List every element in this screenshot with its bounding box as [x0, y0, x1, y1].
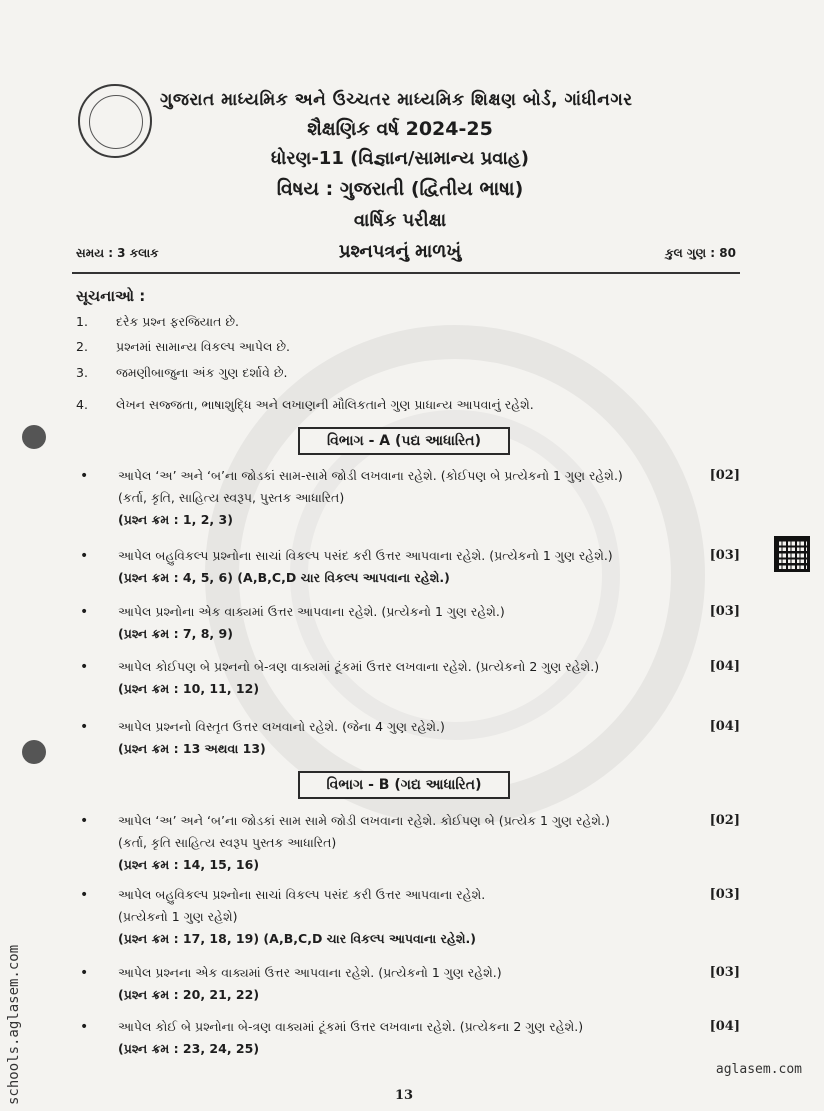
section-a-heading: વિભાગ - A (પદ્ય આધારિત)	[298, 427, 510, 455]
exam-duration: સમય : 3 કલાક	[76, 246, 159, 260]
instruction-item: 3. જમણીબાજુના અંક ગુણ દર્શાવે છે.	[76, 365, 288, 380]
question-marks: [03]	[709, 604, 740, 619]
header-divider	[72, 272, 740, 274]
punch-hole	[22, 425, 46, 449]
question-marks: [03]	[709, 965, 740, 980]
bullet-icon: •	[80, 719, 89, 735]
question-marks: [03]	[709, 548, 740, 563]
instruction-item: 4. લેખન સજ્જતા, ભાષાશુદ્ધિ અને લખાણની મૌલિકતાને ગુણ પ્રાધાન્ય આપવાનું રહેશે.	[76, 397, 534, 412]
question-row: • આપેલ કોઈપણ બે પ્રશ્નનો બે-ત્રણ વાક્યમાં ટૂંકમાં ઉત્તર લખવાના રહેશે. (પ્રત્યેકનો 2 ગુણ રહેશે.) (પ્રશ્ન ક્રમ : 10, 11, 12) [04]	[80, 656, 740, 700]
question-row: • આપેલ કોઈ બે પ્રશ્નોના બે-ત્રણ વાક્યમાં ટૂંકમાં ઉત્તર લખવાના રહેશે. (પ્રત્યેકના 2 ગુણ રહેશે.) (પ્રશ્ન ક્રમ : 23, 24, 25) [04]	[80, 1016, 740, 1060]
bullet-icon: •	[80, 548, 89, 564]
bullet-icon: •	[80, 1019, 89, 1035]
bullet-icon: •	[80, 965, 89, 981]
page-number: 13	[395, 1088, 414, 1103]
blueprint-title: પ્રશ્નપત્રનું માળખું	[338, 241, 462, 262]
board-logo-seal	[78, 84, 152, 158]
corner-watermark-text: aglasem.com	[715, 1062, 802, 1077]
bullet-icon: •	[80, 659, 89, 675]
bullet-icon: •	[80, 887, 89, 903]
total-marks: કુલ ગુણ : 80	[665, 246, 736, 260]
question-marks: [02]	[709, 468, 740, 483]
question-row: • આપેલ બહુવિકલ્પ પ્રશ્નોના સાચાં વિકલ્પ પસંદ કરી ઉત્તર આપવાના રહેશે. (પ્રત્યેકનો 1 ગુણ રહેશે) (પ્રશ્ન ક્રમ : 17, 18, 19) (A,B,C,D ચાર વિકલ્પ આપવાના રહેશે.) [03]	[80, 884, 740, 950]
exam-type: વાર્ષિક પરીક્ષા	[353, 210, 447, 231]
section-b-heading: વિભાગ - B (ગદ્ય આધારિત)	[298, 771, 510, 799]
question-marks: [03]	[709, 887, 740, 902]
subject-title: વિષય : ગુજરાતી (દ્વિતીય ભાષા)	[276, 178, 524, 200]
question-row: • આપેલ ‘અ’ અને ‘બ’ના જોડકાં સામ-સામે જોડી લખવાના રહેશે. (કોઈપણ બે પ્રત્યેકનો 1 ગુણ રહેશે.) (કર્તા, કૃતિ, સાહિત્ય સ્વરૂપ, પુસ્તક આધારિત) (પ્રશ્ન ક્રમ : 1, 2, 3) [02]	[80, 465, 740, 531]
bullet-icon: •	[80, 468, 89, 484]
qr-code-icon	[774, 536, 810, 572]
question-row: • આપેલ બહુવિકલ્પ પ્રશ્નોના સાચાં વિકલ્પ પસંદ કરી ઉત્તર આપવાના રહેશે. (પ્રત્યેકનો 1 ગુણ રહેશે.) (પ્રશ્ન ક્રમ : 4, 5, 6) (A,B,C,D ચાર વિકલ્પ આપવાના રહેશે.) [03]	[80, 545, 740, 589]
question-marks: [04]	[709, 659, 740, 674]
question-row: • આપેલ પ્રશ્નનો વિસ્તૃત ઉત્તર લખવાનો રહેશે. (જેના 4 ગુણ રહેશે.) (પ્રશ્ન ક્રમ : 13 અથવા 13) [04]	[80, 716, 740, 760]
instructions-title: સૂચનાઓ :	[76, 287, 146, 305]
academic-year: શૈક્ષણિક વર્ષ 2024-25	[307, 118, 493, 140]
instruction-item: 2. પ્રશ્નમાં સામાન્ય વિકલ્પ આપેલ છે.	[76, 339, 291, 354]
instruction-item: 1. દરેક પ્રશ્ન ફરજિયાત છે.	[76, 314, 239, 329]
question-row: • આપેલ પ્રશ્નોના એક વાક્યમાં ઉત્તર આપવાના રહેશે. (પ્રત્યેકનો 1 ગુણ રહેશે.) (પ્રશ્ન ક્રમ : 7, 8, 9) [03]	[80, 601, 740, 645]
question-marks: [04]	[709, 1019, 740, 1034]
question-marks: [02]	[709, 813, 740, 828]
punch-hole	[22, 740, 46, 764]
question-marks: [04]	[709, 719, 740, 734]
board-name: ગુજરાત માધ્યમિક અને ઉચ્ચતર માધ્યમિક શિક્ષણ બોર્ડ, ગાંધીનગર	[160, 90, 633, 110]
question-row: • આપેલ ‘અ’ અને ‘બ’ના જોડકાં સામ સામે જોડી લખવાના રહેશે. કોઈપણ બે (પ્રત્યેક 1 ગુણ રહેશે.) (કર્તા, કૃતિ સાહિત્ય સ્વરૂપ પુસ્તક આધારિત) (પ્રશ્ન ક્રમ : 14, 15, 16) [02]	[80, 810, 740, 876]
bullet-icon: •	[80, 604, 89, 620]
bullet-icon: •	[80, 813, 89, 829]
question-row: • આપેલ પ્રશ્નના એક વાક્યમાં ઉત્તર આપવાના રહેશે. (પ્રત્યેકનો 1 ગુણ રહેશે.) (પ્રશ્ન ક્રમ : 20, 21, 22) [03]	[80, 962, 740, 1006]
side-watermark-text: schools.aglasem.com	[6, 944, 22, 1105]
standard-stream: ધોરણ-11 (વિજ્ઞાન/સામાન્ય પ્રવાહ)	[271, 148, 529, 169]
